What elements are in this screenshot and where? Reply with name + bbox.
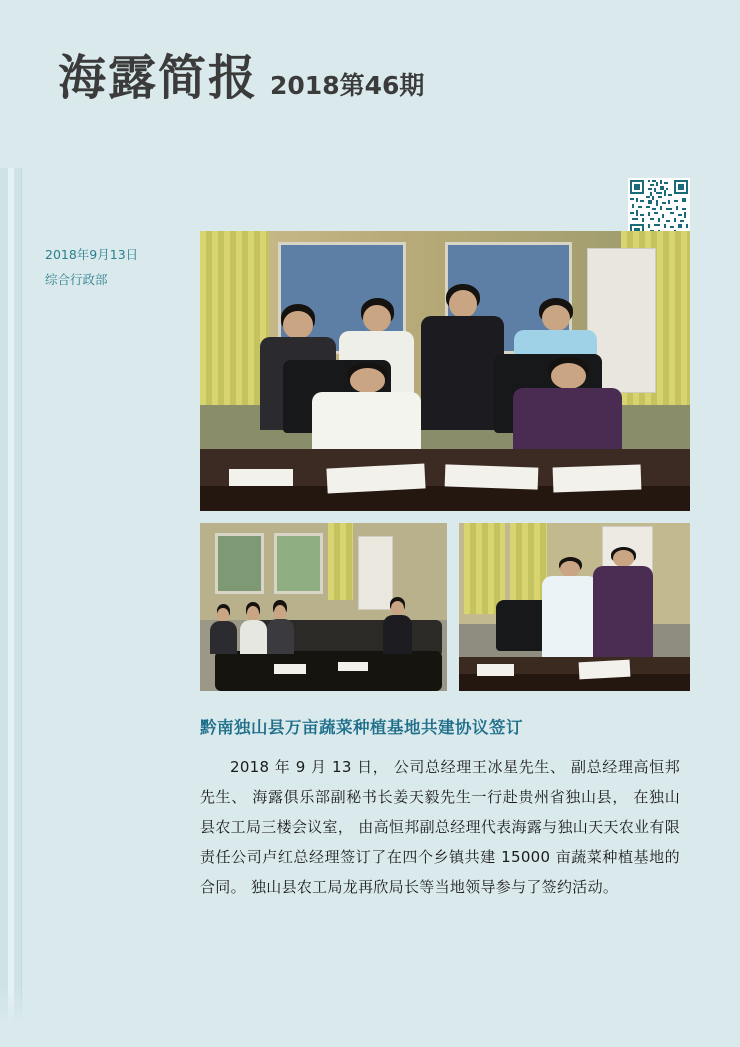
department-label: 综合行政部 [45, 272, 108, 287]
article-headline: 黔南独山县万亩蔬菜种植基地共建协议签订 [200, 718, 523, 737]
photo-gallery [200, 231, 690, 691]
article-body: 2018 年 9 月 13 日， 公司总经理王冰星先生、 副总经理高恒邦先生、 海露俱乐部副秘书长姜天毅先生一行赴贵州省独山县， 在独山县农工局三楼会议室， 由高恒邦副总经理代表海露与独山天天农业有限责任公司卢红总经理签订了在四个乡镇共建 15000 亩蔬菜种植基地的合同。 独山县农工局龙再欣局长等当地领导参与了签约活动。 [200, 758, 680, 896]
photo-meeting-room-left [200, 523, 447, 691]
photo-signing-ceremony-main [200, 231, 690, 511]
article [200, 714, 680, 902]
issue-label: 2018第46期 [270, 71, 425, 100]
masthead [58, 50, 425, 106]
page-header [0, 0, 740, 168]
publish-date: 2018年9月13日 [45, 247, 139, 262]
photo-standing-speakers-right [459, 523, 690, 691]
publication-title: 海露简报 [58, 50, 259, 106]
photo-row [200, 523, 690, 691]
footer-fade [0, 987, 740, 1047]
issue-meta [45, 242, 195, 292]
